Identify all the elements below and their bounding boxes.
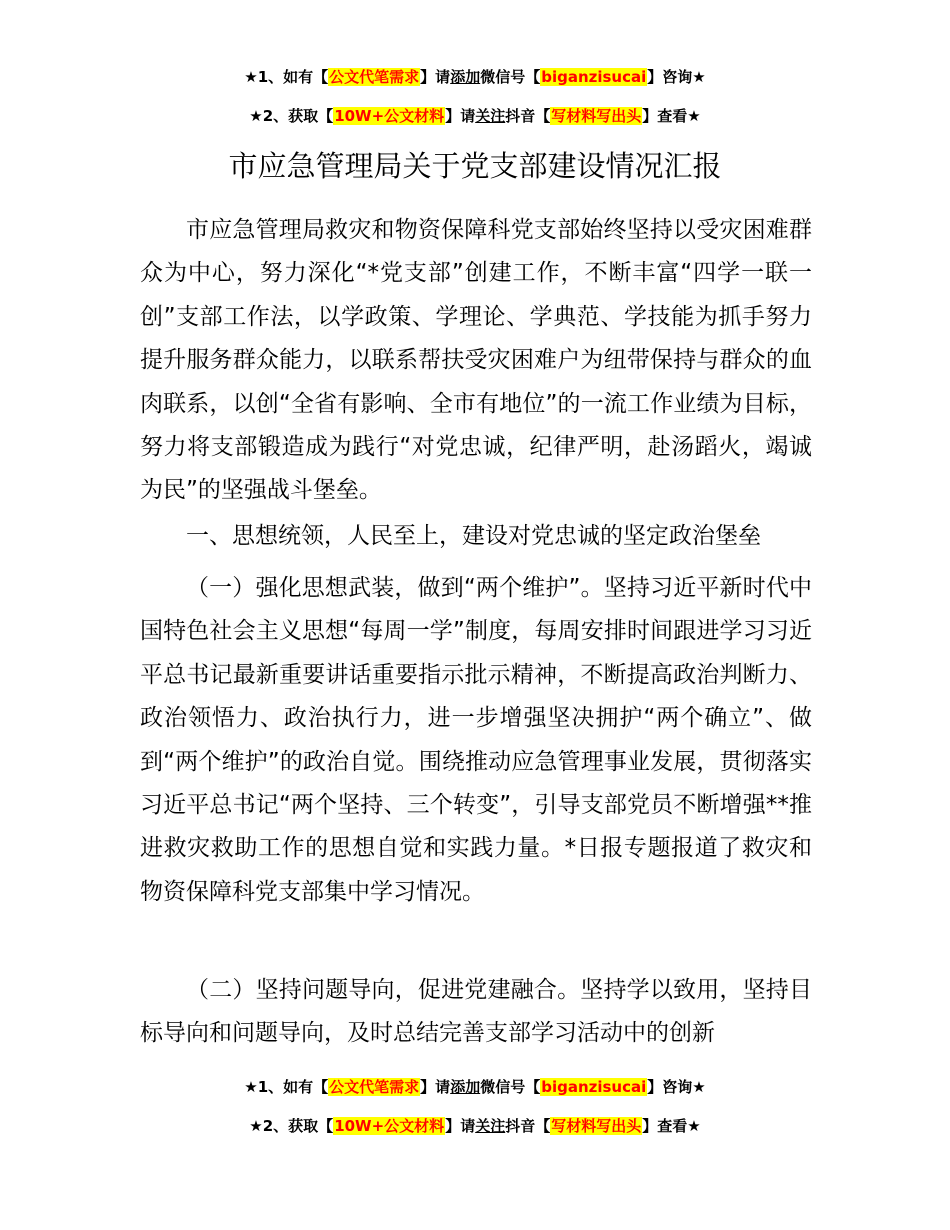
banner-text: 微信号【: [480, 68, 541, 86]
intro-paragraph: 市应急管理局救灾和物资保障科党支部始终坚持以受灾困难群众为中心，努力深化“*党支部”创建工作，不断丰富“四学一联一创”支部工作法，以学政策、学理论、学典范、学技能为抓手努力提升服务群众能力，以联系帮扶受灾困难户为纽带保持与群众的血肉联系，以创“全省有影响、全市有地位”的一流工作业绩为目标，努力将支部锻造成为践行“对党忠诚，纪律严明，赴汤蹈火，竭诚为民”的坚强战斗堡垒。: [140, 217, 812, 504]
banner-text: 】请: [420, 1078, 451, 1096]
banner-text: ★1、如有【: [244, 1078, 329, 1096]
banner-text: 抖音【: [505, 1117, 551, 1135]
promo-banner-top-line1: [0, 66, 950, 88]
banner-text: 】查看★: [642, 1117, 701, 1135]
banner-highlight-wechat: biganzisucai: [541, 1078, 647, 1096]
banner-underlined: 添加: [450, 1078, 481, 1096]
banner-underlined: 关注: [475, 107, 506, 125]
banner-text: 抖音【: [505, 107, 551, 125]
banner-highlight-douyin: 写材料写出头: [551, 1117, 642, 1135]
banner-highlight-douyin: 写材料写出头: [551, 107, 642, 125]
banner-text: 】请: [445, 107, 476, 125]
banner-text: ★1、如有【: [244, 68, 329, 86]
banner-text: ★2、获取【: [249, 1117, 334, 1135]
banner-underlined: 关注: [475, 1117, 506, 1135]
banner-highlight-wechat: biganzisucai: [541, 68, 647, 86]
banner-highlight: 公文代笔需求: [329, 1078, 420, 1096]
banner-text: 】咨询★: [647, 68, 706, 86]
promo-banner-top-line2: [0, 105, 950, 127]
banner-text: 】请: [420, 68, 451, 86]
paragraph-1: （一）强化思想武装，做到“两个维护”。坚持习近平新时代中国特色社会主义思想“每周一学”制度，每周安排时间跟进学习习近平总书记最新重要讲话重要指示批示精神，不断提高政治判断力、政治领悟力、政治执行力，进一步增强坚决拥护“两个确立”、做到“两个维护”的政治自觉。围绕推动应急管理事业发展，贯彻落实习近平总书记“两个坚持、三个转变”，引导支部党员不断增强**推进救灾救助工作的思想自觉和实践力量。*日报专题报道了救灾和物资保障科党支部集中学习情况。: [140, 575, 812, 905]
paragraph-2: （二）坚持问题导向，促进党建融合。坚持学以致用，坚持目标导向和问题导向，及时总结完善支部学习活动中的创新: [140, 977, 812, 1047]
banner-text: 微信号【: [480, 1078, 541, 1096]
promo-banner-bottom-line1: [0, 1076, 950, 1098]
banner-text: 】咨询★: [647, 1078, 706, 1096]
banner-highlight: 10W+公文材料: [334, 107, 445, 125]
banner-text: ★2、获取【: [249, 107, 334, 125]
document-title: 市应急管理局关于党支部建设情况汇报: [228, 149, 722, 183]
promo-banner-bottom-line2: [0, 1115, 950, 1137]
section-heading: 一、思想统领，人民至上，建设对党忠诚的坚定政治堡垒: [186, 523, 761, 549]
banner-highlight: 10W+公文材料: [334, 1117, 445, 1135]
banner-highlight: 公文代笔需求: [329, 68, 420, 86]
banner-text: 】查看★: [642, 107, 701, 125]
banner-text: 】请: [445, 1117, 476, 1135]
banner-underlined: 添加: [450, 68, 481, 86]
